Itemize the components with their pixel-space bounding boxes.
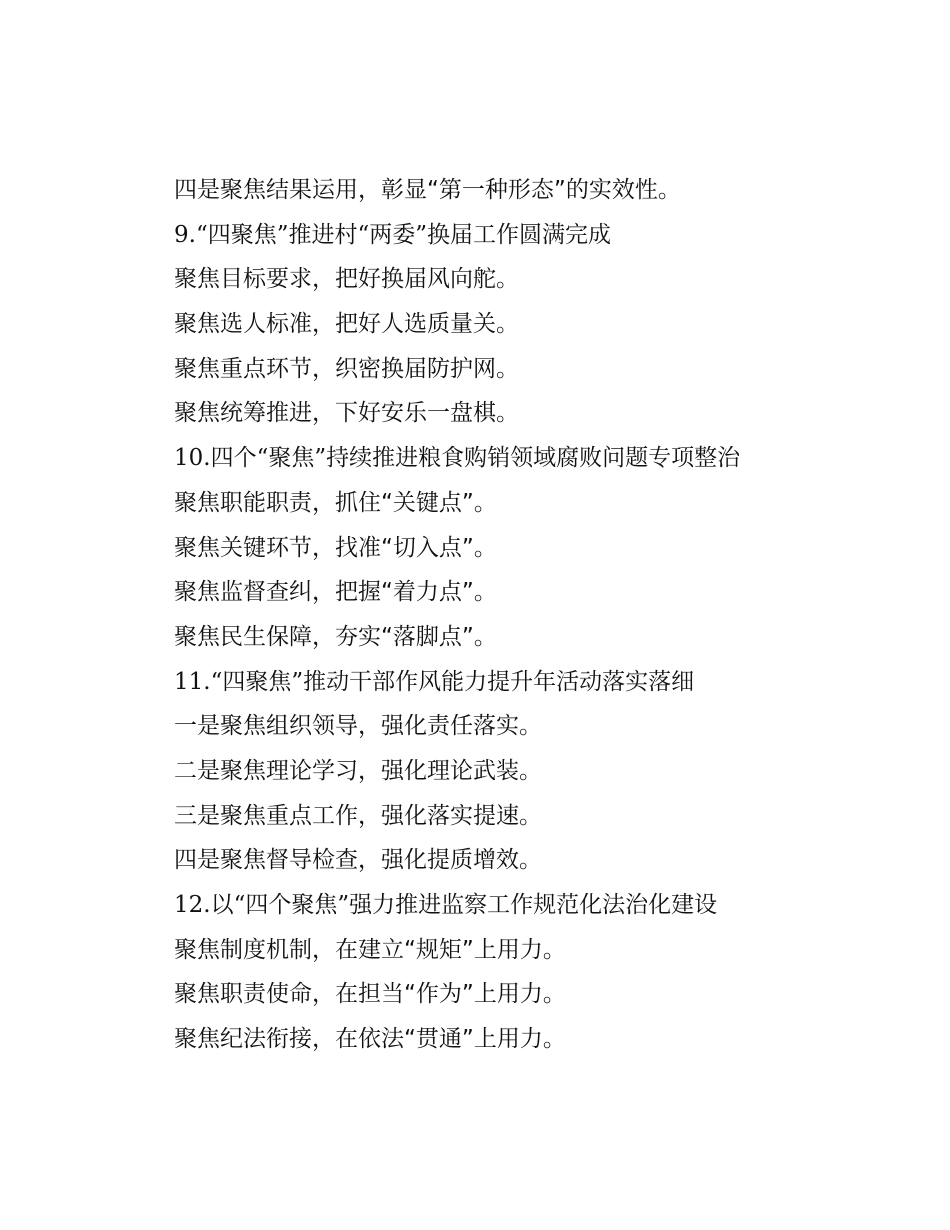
text-line: 聚焦制度机制，在建立“规矩”上用力。 <box>174 936 566 963</box>
section-heading: 11.“四聚焦”推动干部作风能力提升年活动落实落细 <box>174 668 695 695</box>
text-line: 聚焦目标要求，把好换届风向舵。 <box>174 266 519 293</box>
text-line: 四是聚焦结果运用，彰显“第一种形态”的实效性。 <box>174 177 681 203</box>
text-line: 聚焦监督查纠，把握“着力点”。 <box>174 579 497 606</box>
text-line: 三是聚焦重点工作，强化落实提速。 <box>174 802 542 829</box>
text-line: 聚焦选人标准，把好人选质量关。 <box>174 311 519 338</box>
text-line: 聚焦纪法衔接，在依法“贯通”上用力。 <box>174 1026 566 1053</box>
text-line: 聚焦关键环节，找准“切入点”。 <box>174 534 497 561</box>
text-line: 聚焦职责使命，在担当“作为”上用力。 <box>174 981 566 1008</box>
text-line: 四是聚焦督导检查，强化提质增效。 <box>174 847 542 874</box>
text-line: 聚焦统筹推进，下好安乐一盘棋。 <box>174 400 519 427</box>
text-line: 聚焦重点环节，织密换届防护网。 <box>174 355 519 382</box>
text-line: 聚焦职能职责，抓住“关键点”。 <box>174 489 497 516</box>
text-line: 聚焦民生保障，夯实“落脚点”。 <box>174 623 497 650</box>
section-heading: 9.“四聚焦”推进村“两委”换届工作圆满完成 <box>174 221 611 248</box>
text-line: 二是聚焦理论学习，强化理论武装。 <box>174 757 542 784</box>
section-heading: 12.以“四个聚焦”强力推进监察工作规范化法治化建设 <box>174 892 718 918</box>
document-body <box>174 168 874 1062</box>
text-line: 一是聚焦组织领导，强化责任落实。 <box>174 713 542 740</box>
section-heading: 10.四个“聚焦”持续推进粮食购销领域腐败问题专项整治 <box>174 445 741 472</box>
